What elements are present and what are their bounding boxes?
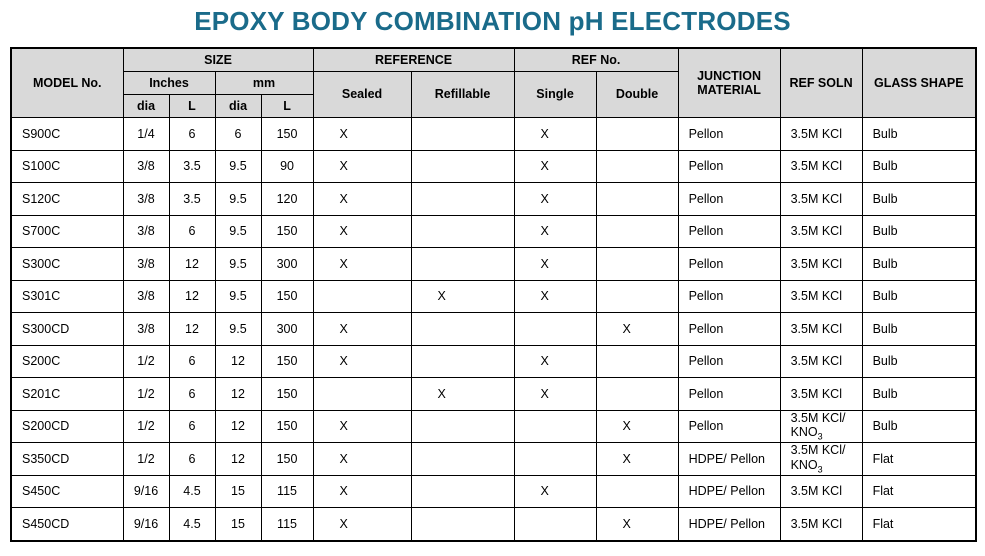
cell-sealed: X <box>313 215 411 248</box>
cell-junction-material: Pellon <box>678 248 780 281</box>
cell-inches-dia: 1/4 <box>123 118 169 151</box>
cell-ref-soln: 3.5M KCl <box>780 313 862 346</box>
cell-single <box>514 410 596 443</box>
cell-glass-shape: Flat <box>862 508 976 541</box>
cell-single: X <box>514 475 596 508</box>
cell-single <box>514 443 596 476</box>
cell-single: X <box>514 183 596 216</box>
cell-sealed: X <box>313 150 411 183</box>
cell-glass-shape: Flat <box>862 475 976 508</box>
cell-junction-material: Pellon <box>678 378 780 411</box>
cell-glass-shape: Bulb <box>862 410 976 443</box>
cell-model: S120C <box>11 183 123 216</box>
cell-double: X <box>596 508 678 541</box>
cell-inches-dia: 3/8 <box>123 248 169 281</box>
cell-model: S450CD <box>11 508 123 541</box>
cell-junction-material: Pellon <box>678 345 780 378</box>
cell-junction-material: Pellon <box>678 280 780 313</box>
table-header <box>11 48 976 118</box>
cell-glass-shape: Bulb <box>862 118 976 151</box>
cell-inches-dia: 3/8 <box>123 313 169 346</box>
table-row <box>11 183 976 216</box>
cell-sealed: X <box>313 475 411 508</box>
cell-model: S201C <box>11 378 123 411</box>
cell-ref-soln: 3.5M KCl <box>780 475 862 508</box>
header-glass-shape-text: GLASS SHAPE <box>874 75 964 90</box>
cell-mm-l: 150 <box>261 443 313 476</box>
spec-table-container <box>0 47 985 542</box>
cell-refillable <box>411 508 514 541</box>
cell-double: X <box>596 443 678 476</box>
header-refillable: Refillable <box>411 72 514 118</box>
cell-model: S300CD <box>11 313 123 346</box>
header-model: MODEL No. <box>11 48 123 118</box>
cell-inches-l: 6 <box>169 118 215 151</box>
cell-refillable <box>411 183 514 216</box>
cell-sealed: X <box>313 118 411 151</box>
cell-refillable <box>411 248 514 281</box>
cell-mm-dia: 12 <box>215 378 261 411</box>
cell-sealed: X <box>313 508 411 541</box>
cell-refillable: X <box>411 378 514 411</box>
cell-inches-dia: 9/16 <box>123 475 169 508</box>
cell-ref-soln: 3.5M KCl/ $KNO_3$ <box>780 443 862 476</box>
cell-inches-l: 6 <box>169 443 215 476</box>
table-row <box>11 508 976 541</box>
cell-sealed: X <box>313 443 411 476</box>
cell-model: S200C <box>11 345 123 378</box>
header-inches-l: L <box>169 95 215 118</box>
cell-inches-dia: 3/8 <box>123 215 169 248</box>
cell-mm-dia: 12 <box>215 345 261 378</box>
cell-glass-shape: Bulb <box>862 280 976 313</box>
table-body <box>11 118 976 541</box>
cell-sealed <box>313 280 411 313</box>
cell-inches-l: 6 <box>169 215 215 248</box>
cell-mm-l: 90 <box>261 150 313 183</box>
cell-inches-l: 4.5 <box>169 508 215 541</box>
cell-glass-shape: Bulb <box>862 313 976 346</box>
header-reference: REFERENCE <box>313 48 514 72</box>
cell-inches-dia: 3/8 <box>123 183 169 216</box>
cell-ref-soln: 3.5M KCl <box>780 508 862 541</box>
electrode-spec-table <box>10 47 977 542</box>
cell-glass-shape: Bulb <box>862 345 976 378</box>
cell-mm-l: 150 <box>261 280 313 313</box>
cell-refillable <box>411 215 514 248</box>
cell-model: S700C <box>11 215 123 248</box>
cell-inches-l: 3.5 <box>169 150 215 183</box>
header-junction-line1: JUNCTION MATERIAL <box>697 68 762 97</box>
cell-inches-dia: 3/8 <box>123 150 169 183</box>
cell-single: X <box>514 248 596 281</box>
header-junction-material <box>678 48 780 118</box>
cell-sealed: X <box>313 410 411 443</box>
cell-mm-dia: 9.5 <box>215 248 261 281</box>
header-inches-dia: dia <box>123 95 169 118</box>
cell-sealed: X <box>313 183 411 216</box>
header-mm-dia: dia <box>215 95 261 118</box>
table-row <box>11 410 976 443</box>
cell-ref-soln: 3.5M KCl <box>780 345 862 378</box>
cell-single <box>514 313 596 346</box>
cell-inches-l: 6 <box>169 410 215 443</box>
cell-mm-dia: 6 <box>215 118 261 151</box>
cell-mm-l: 150 <box>261 118 313 151</box>
cell-double <box>596 150 678 183</box>
cell-mm-dia: 9.5 <box>215 150 261 183</box>
cell-inches-l: 4.5 <box>169 475 215 508</box>
header-double: Double <box>596 72 678 118</box>
header-inches: Inches <box>123 72 215 95</box>
cell-inches-dia: 3/8 <box>123 280 169 313</box>
cell-double <box>596 280 678 313</box>
cell-single: X <box>514 215 596 248</box>
cell-double <box>596 378 678 411</box>
cell-ref-soln: 3.5M KCl <box>780 378 862 411</box>
page-title: EPOXY BODY COMBINATION pH ELECTRODES <box>194 6 791 36</box>
cell-inches-dia: 1/2 <box>123 378 169 411</box>
cell-glass-shape: Flat <box>862 443 976 476</box>
cell-double: X <box>596 313 678 346</box>
cell-double <box>596 118 678 151</box>
cell-mm-l: 300 <box>261 313 313 346</box>
table-row <box>11 215 976 248</box>
cell-ref-soln: 3.5M KCl <box>780 118 862 151</box>
cell-refillable <box>411 475 514 508</box>
cell-inches-dia: 9/16 <box>123 508 169 541</box>
cell-mm-dia: 9.5 <box>215 280 261 313</box>
header-glass-shape <box>862 48 976 118</box>
cell-inches-l: 6 <box>169 345 215 378</box>
cell-junction-material: HDPE/ Pellon <box>678 475 780 508</box>
cell-ref-soln: 3.5M KCl <box>780 248 862 281</box>
cell-mm-l: 150 <box>261 410 313 443</box>
cell-mm-l: 150 <box>261 345 313 378</box>
cell-model: S350CD <box>11 443 123 476</box>
cell-sealed: X <box>313 248 411 281</box>
cell-refillable <box>411 313 514 346</box>
cell-inches-l: 6 <box>169 378 215 411</box>
cell-inches-dia: 1/2 <box>123 345 169 378</box>
cell-refillable <box>411 443 514 476</box>
cell-refillable <box>411 118 514 151</box>
cell-refillable: X <box>411 280 514 313</box>
cell-refillable <box>411 345 514 378</box>
cell-double <box>596 183 678 216</box>
cell-single <box>514 508 596 541</box>
cell-sealed <box>313 378 411 411</box>
cell-inches-l: 12 <box>169 313 215 346</box>
cell-model: S301C <box>11 280 123 313</box>
cell-mm-dia: 12 <box>215 410 261 443</box>
cell-double: X <box>596 410 678 443</box>
cell-ref-soln: 3.5M KCl <box>780 280 862 313</box>
cell-refillable <box>411 150 514 183</box>
table-row <box>11 313 976 346</box>
cell-inches-l: 12 <box>169 248 215 281</box>
header-row-1 <box>11 48 976 72</box>
cell-single: X <box>514 345 596 378</box>
cell-ref-soln: 3.5M KCl <box>780 183 862 216</box>
cell-junction-material: Pellon <box>678 118 780 151</box>
table-row <box>11 475 976 508</box>
cell-sealed: X <box>313 313 411 346</box>
cell-glass-shape: Bulb <box>862 248 976 281</box>
header-ref-soln <box>780 48 862 118</box>
cell-double <box>596 475 678 508</box>
cell-mm-l: 300 <box>261 248 313 281</box>
cell-junction-material: Pellon <box>678 410 780 443</box>
cell-double <box>596 345 678 378</box>
header-size: SIZE <box>123 48 313 72</box>
cell-single: X <box>514 378 596 411</box>
header-mm-l: L <box>261 95 313 118</box>
cell-double <box>596 215 678 248</box>
cell-glass-shape: Bulb <box>862 215 976 248</box>
table-row <box>11 345 976 378</box>
cell-mm-dia: 9.5 <box>215 313 261 346</box>
table-row <box>11 150 976 183</box>
cell-model: S450C <box>11 475 123 508</box>
header-sealed: Sealed <box>313 72 411 118</box>
cell-single: X <box>514 150 596 183</box>
cell-junction-material: Pellon <box>678 215 780 248</box>
cell-inches-dia: 1/2 <box>123 410 169 443</box>
cell-inches-l: 3.5 <box>169 183 215 216</box>
cell-model: S300C <box>11 248 123 281</box>
cell-junction-material: HDPE/ Pellon <box>678 443 780 476</box>
cell-inches-l: 12 <box>169 280 215 313</box>
cell-single: X <box>514 118 596 151</box>
cell-mm-dia: 9.5 <box>215 215 261 248</box>
cell-mm-dia: 9.5 <box>215 183 261 216</box>
cell-glass-shape: Bulb <box>862 378 976 411</box>
cell-single: X <box>514 280 596 313</box>
cell-junction-material: Pellon <box>678 150 780 183</box>
cell-model: S900C <box>11 118 123 151</box>
cell-mm-l: 150 <box>261 378 313 411</box>
cell-refillable <box>411 410 514 443</box>
cell-mm-dia: 15 <box>215 475 261 508</box>
cell-mm-l: 120 <box>261 183 313 216</box>
cell-mm-l: 115 <box>261 508 313 541</box>
cell-mm-dia: 12 <box>215 443 261 476</box>
table-row <box>11 378 976 411</box>
header-mm: mm <box>215 72 313 95</box>
cell-ref-soln: 3.5M KCl/ $KNO_3$ <box>780 410 862 443</box>
table-row <box>11 280 976 313</box>
cell-model: S200CD <box>11 410 123 443</box>
header-ref-no: REF No. <box>514 48 678 72</box>
cell-glass-shape: Bulb <box>862 183 976 216</box>
cell-double <box>596 248 678 281</box>
cell-sealed: X <box>313 345 411 378</box>
cell-inches-dia: 1/2 <box>123 443 169 476</box>
header-ref-soln-text: REF SOLN <box>789 75 853 90</box>
cell-glass-shape: Bulb <box>862 150 976 183</box>
cell-mm-dia: 15 <box>215 508 261 541</box>
cell-junction-material: Pellon <box>678 183 780 216</box>
header-single: Single <box>514 72 596 118</box>
cell-junction-material: Pellon <box>678 313 780 346</box>
cell-mm-l: 150 <box>261 215 313 248</box>
cell-ref-soln: 3.5M KCl <box>780 150 862 183</box>
cell-mm-l: 115 <box>261 475 313 508</box>
table-row <box>11 118 976 151</box>
cell-model: S100C <box>11 150 123 183</box>
table-row <box>11 248 976 281</box>
table-row <box>11 443 976 476</box>
cell-junction-material: HDPE/ Pellon <box>678 508 780 541</box>
cell-ref-soln: 3.5M KCl <box>780 215 862 248</box>
